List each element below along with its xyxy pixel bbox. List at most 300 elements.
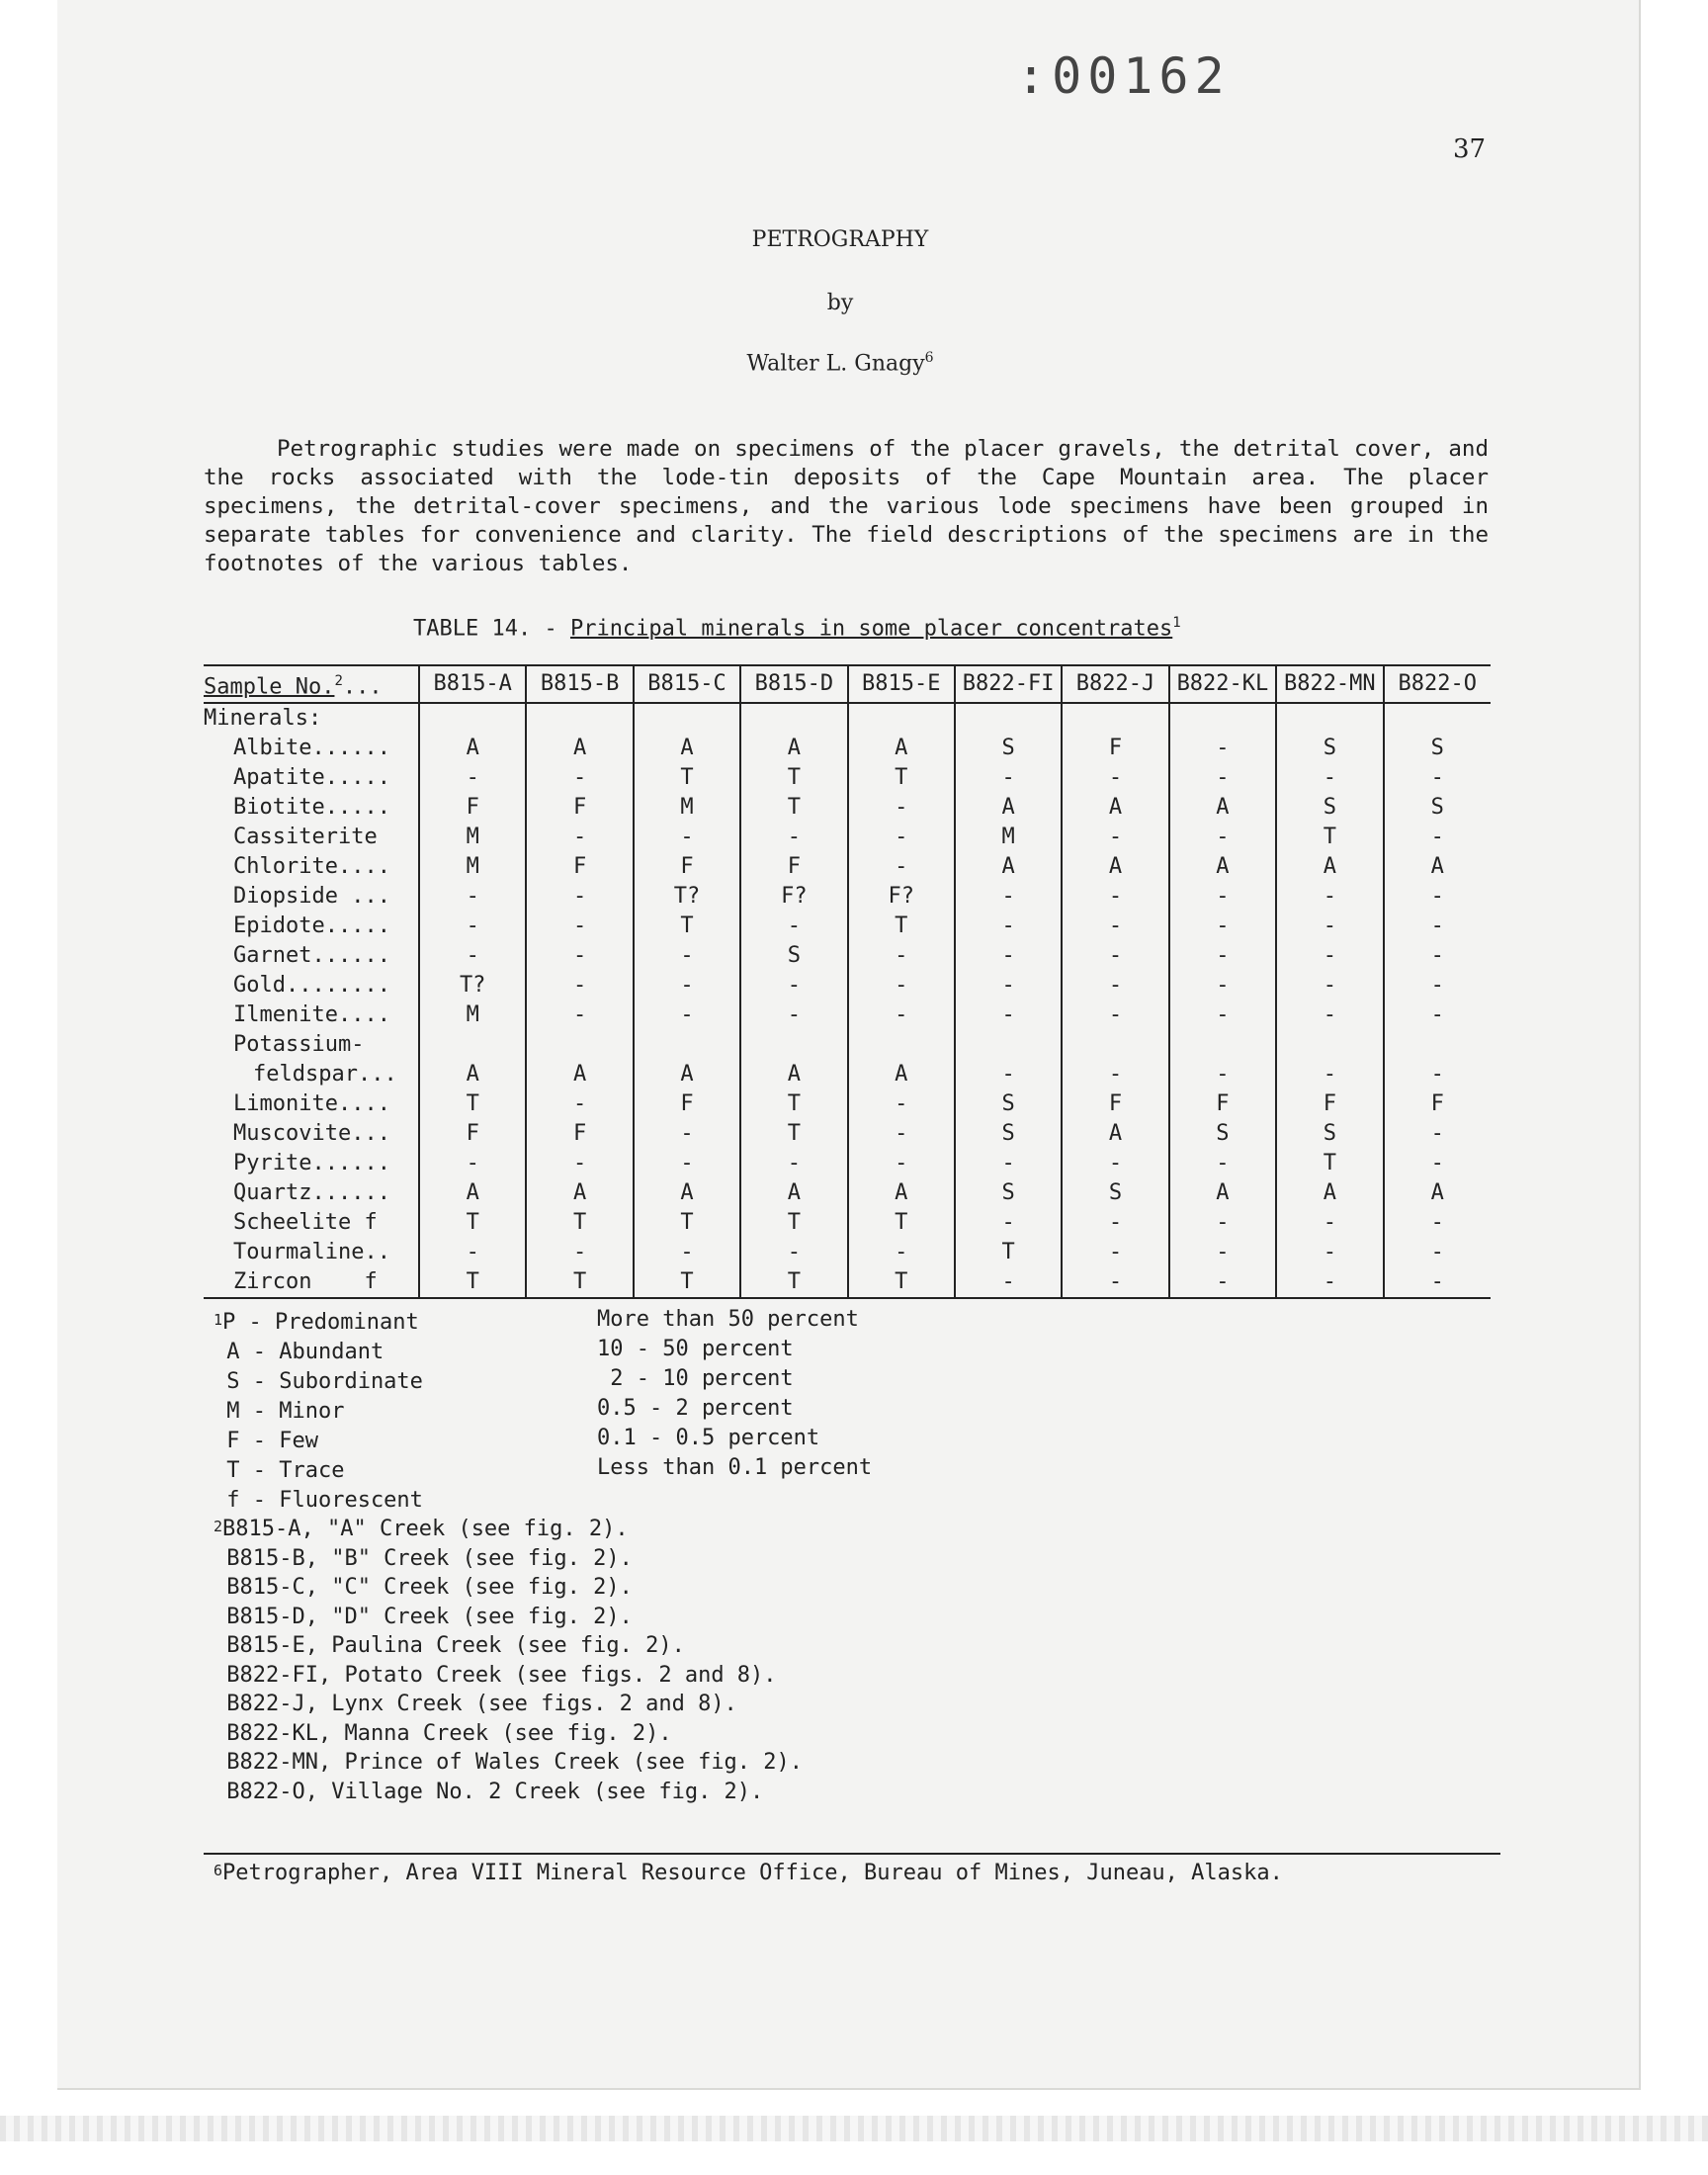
table-cell: - <box>1384 1267 1491 1298</box>
table-cell: - <box>740 912 847 941</box>
table-cell <box>634 1030 740 1060</box>
table-cell: A <box>526 734 633 763</box>
table-cell: S <box>1276 793 1383 823</box>
table-cell <box>1169 703 1276 734</box>
legend-range-item: 10 - 50 percent <box>597 1337 794 1361</box>
table-cell: S <box>955 734 1062 763</box>
table-cell: - <box>1062 971 1168 1000</box>
table-cell: A <box>419 1178 526 1208</box>
table-cell: T <box>848 912 955 941</box>
table-cell: - <box>955 1267 1062 1298</box>
table-cell: - <box>1276 971 1383 1000</box>
table-cell: - <box>848 1238 955 1267</box>
table-cell: F <box>1169 1089 1276 1119</box>
minerals-label: Minerals: <box>204 706 322 732</box>
table-cell: A <box>419 734 526 763</box>
table-cell: - <box>634 971 740 1000</box>
table-cell: T <box>526 1208 633 1238</box>
table-row <box>204 793 1491 823</box>
table-caption-prefix: TABLE 14. - <box>413 616 570 642</box>
table-cell: F <box>526 852 633 882</box>
row-label: feldspar... <box>253 1062 397 1088</box>
section-heading: PETROGRAPHY <box>751 227 929 252</box>
table-cell <box>1062 1030 1168 1060</box>
table-row <box>204 1119 1491 1149</box>
table-cell <box>740 1030 847 1060</box>
table-cell: T <box>634 763 740 793</box>
footnote-text: Petrographer, Area VIII Mineral Resource Office, Bureau of Mines, Juneau, Alaska. <box>222 1861 1283 1885</box>
table-cell: - <box>848 971 955 1000</box>
table-cell: A <box>634 1060 740 1089</box>
table-cell: M <box>955 823 1062 852</box>
row-label: Zircon f <box>233 1269 378 1295</box>
table-cell <box>848 1030 955 1060</box>
table-cell: A <box>848 734 955 763</box>
table-cell: - <box>526 823 633 852</box>
table-cell: F <box>634 852 740 882</box>
table-cell: - <box>1384 941 1491 971</box>
table-row <box>204 1089 1491 1119</box>
table-cell: - <box>526 912 633 941</box>
table-cell: T <box>740 1208 847 1238</box>
table-cell: A <box>848 1060 955 1089</box>
table-cell: M <box>419 1000 526 1030</box>
table-cell: - <box>526 1089 633 1119</box>
table-cell: - <box>526 971 633 1000</box>
table-row <box>204 763 1491 793</box>
table-cell: - <box>1276 912 1383 941</box>
legend-code-item <box>214 1397 423 1427</box>
table-cell: - <box>1062 763 1168 793</box>
header-col: B815-E <box>848 665 955 703</box>
table-cell: T <box>740 1089 847 1119</box>
table-cell: - <box>1062 1238 1168 1267</box>
table-cell: - <box>1169 971 1276 1000</box>
row-label: Albite...... <box>233 736 390 761</box>
table-cell: - <box>1169 941 1276 971</box>
legend-code-text: P - Predominant <box>222 1310 419 1335</box>
table-cell: - <box>526 1149 633 1178</box>
table-cell: - <box>1276 1000 1383 1030</box>
table-cell: A <box>1276 1178 1383 1208</box>
sample-note-text: B822-FI, Potato Creek (see figs. 2 and 8). <box>214 1662 777 1688</box>
sample-note-text: B815-C, "C" Creek (see fig. 2). <box>214 1575 633 1600</box>
table-cell: - <box>1276 1267 1383 1298</box>
table-cell: - <box>1169 734 1276 763</box>
sample-note-text: B822-MN, Prince of Wales Creek (see fig. 2). <box>214 1750 804 1775</box>
table-cell: A <box>740 734 847 763</box>
table-cell: T <box>419 1208 526 1238</box>
table-cell: A <box>526 1178 633 1208</box>
table-cell: F <box>1276 1089 1383 1119</box>
table-cell: F <box>526 1119 633 1149</box>
row-label: Pyrite...... <box>233 1151 390 1176</box>
table-cell: - <box>848 1089 955 1119</box>
table-cell: T <box>526 1267 633 1298</box>
table-cell: - <box>1384 912 1491 941</box>
table-cell: T? <box>634 882 740 912</box>
header-col: B815-A <box>419 665 526 703</box>
table-cell: M <box>634 793 740 823</box>
table-cell: - <box>1384 1119 1491 1149</box>
table-cell: - <box>848 941 955 971</box>
table-row <box>204 1178 1491 1208</box>
table-cell: F <box>1384 1089 1491 1119</box>
sample-note-text: B822-J, Lynx Creek (see figs. 2 and 8). <box>214 1692 737 1716</box>
legend-code-text: T - Trace <box>214 1458 345 1483</box>
sample-note <box>214 1690 803 1719</box>
legend-ranges <box>597 1305 872 1483</box>
table-cell: - <box>1384 882 1491 912</box>
header-sample-label: Sample No. <box>204 674 335 700</box>
table-cell: - <box>1384 1208 1491 1238</box>
table-row <box>204 734 1491 763</box>
table-cell: - <box>634 941 740 971</box>
table-cell: T <box>419 1089 526 1119</box>
table-cell: T <box>419 1267 526 1298</box>
table-cell: - <box>526 941 633 971</box>
table-cell <box>526 1030 633 1060</box>
table-cell: T <box>634 1208 740 1238</box>
table-cell <box>740 703 847 734</box>
table-cell: - <box>419 912 526 941</box>
table-cell: A <box>1169 793 1276 823</box>
table-cell: - <box>955 912 1062 941</box>
header-col: B815-D <box>740 665 847 703</box>
table-cell: - <box>1062 882 1168 912</box>
table-cell: - <box>419 763 526 793</box>
table-cell: - <box>634 1119 740 1149</box>
legend-code-item <box>214 1367 423 1397</box>
table-cell: T <box>634 912 740 941</box>
table-cell: T <box>848 1208 955 1238</box>
table-cell: A <box>740 1178 847 1208</box>
table-cell: - <box>1384 1060 1491 1089</box>
sample-note <box>214 1748 803 1778</box>
table-row <box>204 1060 1491 1089</box>
table-cell: S <box>1062 1178 1168 1208</box>
row-label: Limonite.... <box>233 1091 390 1117</box>
table-cell: A <box>955 852 1062 882</box>
table-row <box>204 1208 1491 1238</box>
table-row <box>204 971 1491 1000</box>
table-row <box>204 1267 1491 1298</box>
table-cell: - <box>1384 763 1491 793</box>
table-cell: A <box>1384 852 1491 882</box>
table-cell: - <box>419 1238 526 1267</box>
table-cell: M <box>419 852 526 882</box>
row-label: Gold........ <box>233 973 390 999</box>
table-cell: T <box>740 1119 847 1149</box>
table-cell: - <box>634 823 740 852</box>
table-cell: - <box>1062 912 1168 941</box>
row-label: Garnet...... <box>233 943 390 969</box>
table-row <box>204 912 1491 941</box>
table-cell: - <box>848 793 955 823</box>
table-cell: S <box>955 1178 1062 1208</box>
sample-note <box>214 1603 803 1632</box>
table-cell: T <box>955 1238 1062 1267</box>
byline-by: by <box>826 291 854 315</box>
table-cell: - <box>1384 1000 1491 1030</box>
table-cell: F <box>1062 1089 1168 1119</box>
header-sample-no <box>204 665 419 703</box>
table-cell: - <box>1062 1060 1168 1089</box>
table-cell: - <box>1169 912 1276 941</box>
table-cell: F <box>419 1119 526 1149</box>
table-cell: - <box>848 1149 955 1178</box>
table-cell: - <box>740 1149 847 1178</box>
table-cell: A <box>740 1060 847 1089</box>
header-col: B822-KL <box>1169 665 1276 703</box>
table-row <box>204 823 1491 852</box>
row-label: Biotite..... <box>233 795 390 821</box>
table-cell <box>1276 703 1383 734</box>
table-row <box>204 882 1491 912</box>
sample-note <box>214 1631 803 1661</box>
legend-range-item: 0.5 - 2 percent <box>597 1396 794 1421</box>
header-col: B822-MN <box>1276 665 1383 703</box>
table-cell: F <box>634 1089 740 1119</box>
sample-note-text: B815-A, "A" Creek (see fig. 2). <box>222 1517 629 1541</box>
table-cell: T <box>1276 823 1383 852</box>
table-cell: - <box>1062 1208 1168 1238</box>
table-cell: S <box>955 1119 1062 1149</box>
intro-paragraph-text: Petrographic studies were made on specimens of the placer gravels, the detrital cover, and the rocks associated with the lode-tin deposits of the Cape Mountain area. The placer specimens, the detrital-cover specimens, and the various lode specimens have been grouped in separate tables for convenience and clarity. The field descriptions of the specimens are in the footnotes of the various tables. <box>204 436 1489 576</box>
table-row <box>204 852 1491 882</box>
table-cell: - <box>1169 882 1276 912</box>
row-label: Cassiterite <box>233 825 378 850</box>
table-cell: - <box>955 882 1062 912</box>
table-cell: F <box>419 793 526 823</box>
table-cell: - <box>1169 823 1276 852</box>
table-cell: T <box>740 1267 847 1298</box>
header-sample-dots: ... <box>342 674 383 700</box>
table-cell <box>634 703 740 734</box>
table-cell: S <box>1276 734 1383 763</box>
table-cell: - <box>1384 971 1491 1000</box>
row-label: Epidote..... <box>233 914 390 939</box>
table-cell <box>1276 1030 1383 1060</box>
table-cell: - <box>955 1149 1062 1178</box>
table-cell: T <box>634 1267 740 1298</box>
table-cell: - <box>1276 1238 1383 1267</box>
table-cell: - <box>848 1000 955 1030</box>
page-number: 37 <box>1453 134 1487 164</box>
table-cell: A <box>1384 1178 1491 1208</box>
table-cell <box>419 703 526 734</box>
table-cell: - <box>740 971 847 1000</box>
legend-range-item: Less than 0.1 percent <box>597 1455 873 1480</box>
sample-note <box>214 1513 803 1544</box>
legend-code-item <box>214 1456 423 1486</box>
table-cell: - <box>1169 1208 1276 1238</box>
legend-range-item: 2 - 10 percent <box>597 1366 794 1391</box>
sample-note <box>214 1778 803 1807</box>
table-cell: - <box>1062 1149 1168 1178</box>
table-cell: - <box>419 1149 526 1178</box>
table-header-row <box>204 665 1491 703</box>
table-cell: - <box>740 1000 847 1030</box>
table-cell: F <box>1062 734 1168 763</box>
row-label: Quartz...... <box>233 1180 390 1206</box>
sample-note-text: B815-D, "D" Creek (see fig. 2). <box>214 1604 633 1629</box>
table-cell: - <box>848 823 955 852</box>
table-row <box>204 1238 1491 1267</box>
table-cell: - <box>955 941 1062 971</box>
row-label: Ilmenite.... <box>233 1002 390 1028</box>
table-cell: - <box>1062 823 1168 852</box>
table-cell: A <box>419 1060 526 1089</box>
table-cell: T <box>848 1267 955 1298</box>
table-cell: S <box>1169 1119 1276 1149</box>
legend-code-text: f - Fluorescent <box>214 1488 423 1513</box>
table-cell: - <box>955 971 1062 1000</box>
table-cell: S <box>740 941 847 971</box>
table-cell: A <box>1062 793 1168 823</box>
sample-note-text: B815-B, "B" Creek (see fig. 2). <box>214 1545 633 1571</box>
table-cell <box>955 703 1062 734</box>
mineral-table <box>204 664 1491 1299</box>
table-cell: T <box>740 763 847 793</box>
table-caption-mark: 1 <box>1172 615 1181 631</box>
table-cell: S <box>1276 1119 1383 1149</box>
legend-range-item: 0.1 - 0.5 percent <box>597 1426 820 1450</box>
row-label: Chlorite.... <box>233 854 390 880</box>
row-label: Potassium- <box>233 1032 365 1058</box>
table-cell: - <box>526 1238 633 1267</box>
legend-codes <box>214 1305 423 1516</box>
table-cell: - <box>1276 1208 1383 1238</box>
sample-note <box>214 1573 803 1603</box>
table-cell <box>1062 703 1168 734</box>
sample-note <box>214 1661 803 1691</box>
table-cell <box>848 703 955 734</box>
legend-code-item <box>214 1427 423 1456</box>
table-cell: - <box>848 852 955 882</box>
legend-code-text: S - Subordinate <box>214 1369 423 1394</box>
table-cell: T <box>740 793 847 823</box>
table-cell: - <box>955 763 1062 793</box>
table-cell: - <box>1169 1000 1276 1030</box>
table-cell: S <box>1384 793 1491 823</box>
row-label: Scheelite f <box>233 1210 378 1236</box>
legend-code-item <box>214 1305 423 1338</box>
table-row <box>204 1000 1491 1030</box>
legend-code-text: A - Abundant <box>214 1340 384 1364</box>
table-cell <box>1384 703 1491 734</box>
table-row <box>204 1030 1491 1060</box>
table-cell: - <box>1276 1060 1383 1089</box>
table-cell: - <box>419 941 526 971</box>
table-cell: - <box>848 1119 955 1149</box>
table-cell: A <box>634 1178 740 1208</box>
table-cell: T <box>1276 1149 1383 1178</box>
header-col: B815-B <box>526 665 633 703</box>
table-cell: A <box>848 1178 955 1208</box>
table-cell: T? <box>419 971 526 1000</box>
table-cell: - <box>955 1000 1062 1030</box>
header-col: B822-FI <box>955 665 1062 703</box>
table-cell <box>1384 1030 1491 1060</box>
table-cell: - <box>955 1208 1062 1238</box>
table-cell: - <box>1169 1149 1276 1178</box>
legend-mark: 1 <box>214 1311 223 1329</box>
table-cell: - <box>1169 1267 1276 1298</box>
table-cell: T <box>848 763 955 793</box>
table-cell: - <box>1169 763 1276 793</box>
table-cell: - <box>1384 823 1491 852</box>
table-cell: - <box>1384 1238 1491 1267</box>
table-cell: A <box>526 1060 633 1089</box>
legend-code-text: F - Few <box>214 1429 318 1453</box>
sample-note <box>214 1719 803 1749</box>
table-cell: A <box>634 734 740 763</box>
table-cell: - <box>526 1000 633 1030</box>
table-cell: A <box>955 793 1062 823</box>
notes-mark: 2 <box>214 1518 223 1535</box>
table-cell: - <box>526 882 633 912</box>
sample-notes <box>214 1513 803 1806</box>
legend-code-item <box>214 1338 423 1367</box>
table-cell <box>1169 1030 1276 1060</box>
table-cell: - <box>1276 941 1383 971</box>
table-cell <box>419 1030 526 1060</box>
table-row <box>204 941 1491 971</box>
legend-code-item <box>214 1486 423 1516</box>
header-col: B815-C <box>634 665 740 703</box>
table-cell: A <box>1169 852 1276 882</box>
footnote-separator <box>204 1853 1500 1855</box>
legend-range-item: More than 50 percent <box>597 1307 859 1332</box>
row-label: Muscovite... <box>233 1121 390 1147</box>
table-caption <box>413 615 1181 641</box>
table-cell: - <box>526 763 633 793</box>
header-col: B822-O <box>1384 665 1491 703</box>
sample-note-text: B822-O, Village No. 2 Creek (see fig. 2). <box>214 1779 764 1804</box>
table-cell <box>526 703 633 734</box>
table-cell: - <box>740 823 847 852</box>
table-cell: A <box>1169 1178 1276 1208</box>
table-cell: A <box>1062 1119 1168 1149</box>
scan-edge <box>0 2116 1708 2141</box>
table-cell: - <box>1062 941 1168 971</box>
header-col: B822-J <box>1062 665 1168 703</box>
table-cell: S <box>1384 734 1491 763</box>
author-name: Walter L. Gnagy <box>746 351 925 377</box>
row-label: Diopside ... <box>233 884 390 910</box>
table-row <box>204 1149 1491 1178</box>
author-line <box>0 350 1680 376</box>
table-cell: F? <box>740 882 847 912</box>
row-label: Tourmaline.. <box>233 1240 390 1265</box>
table-cell: - <box>1384 1149 1491 1178</box>
table-cell: M <box>419 823 526 852</box>
table-caption-title: Principal minerals in some placer concentrates <box>569 616 1173 642</box>
sample-note <box>214 1544 803 1574</box>
table-cell: - <box>955 1060 1062 1089</box>
header-sample-mark: 2 <box>334 673 343 689</box>
author-footnote-mark: 6 <box>924 350 934 366</box>
table-cell: A <box>1062 852 1168 882</box>
table-cell: - <box>1169 1238 1276 1267</box>
table-cell: A <box>1276 852 1383 882</box>
table-cell: - <box>634 1149 740 1178</box>
sample-note-text: B822-KL, Manna Creek (see fig. 2). <box>214 1720 672 1746</box>
footnote-mark: 6 <box>214 1862 223 1879</box>
table-cell: - <box>634 1000 740 1030</box>
table-cell: - <box>1276 763 1383 793</box>
